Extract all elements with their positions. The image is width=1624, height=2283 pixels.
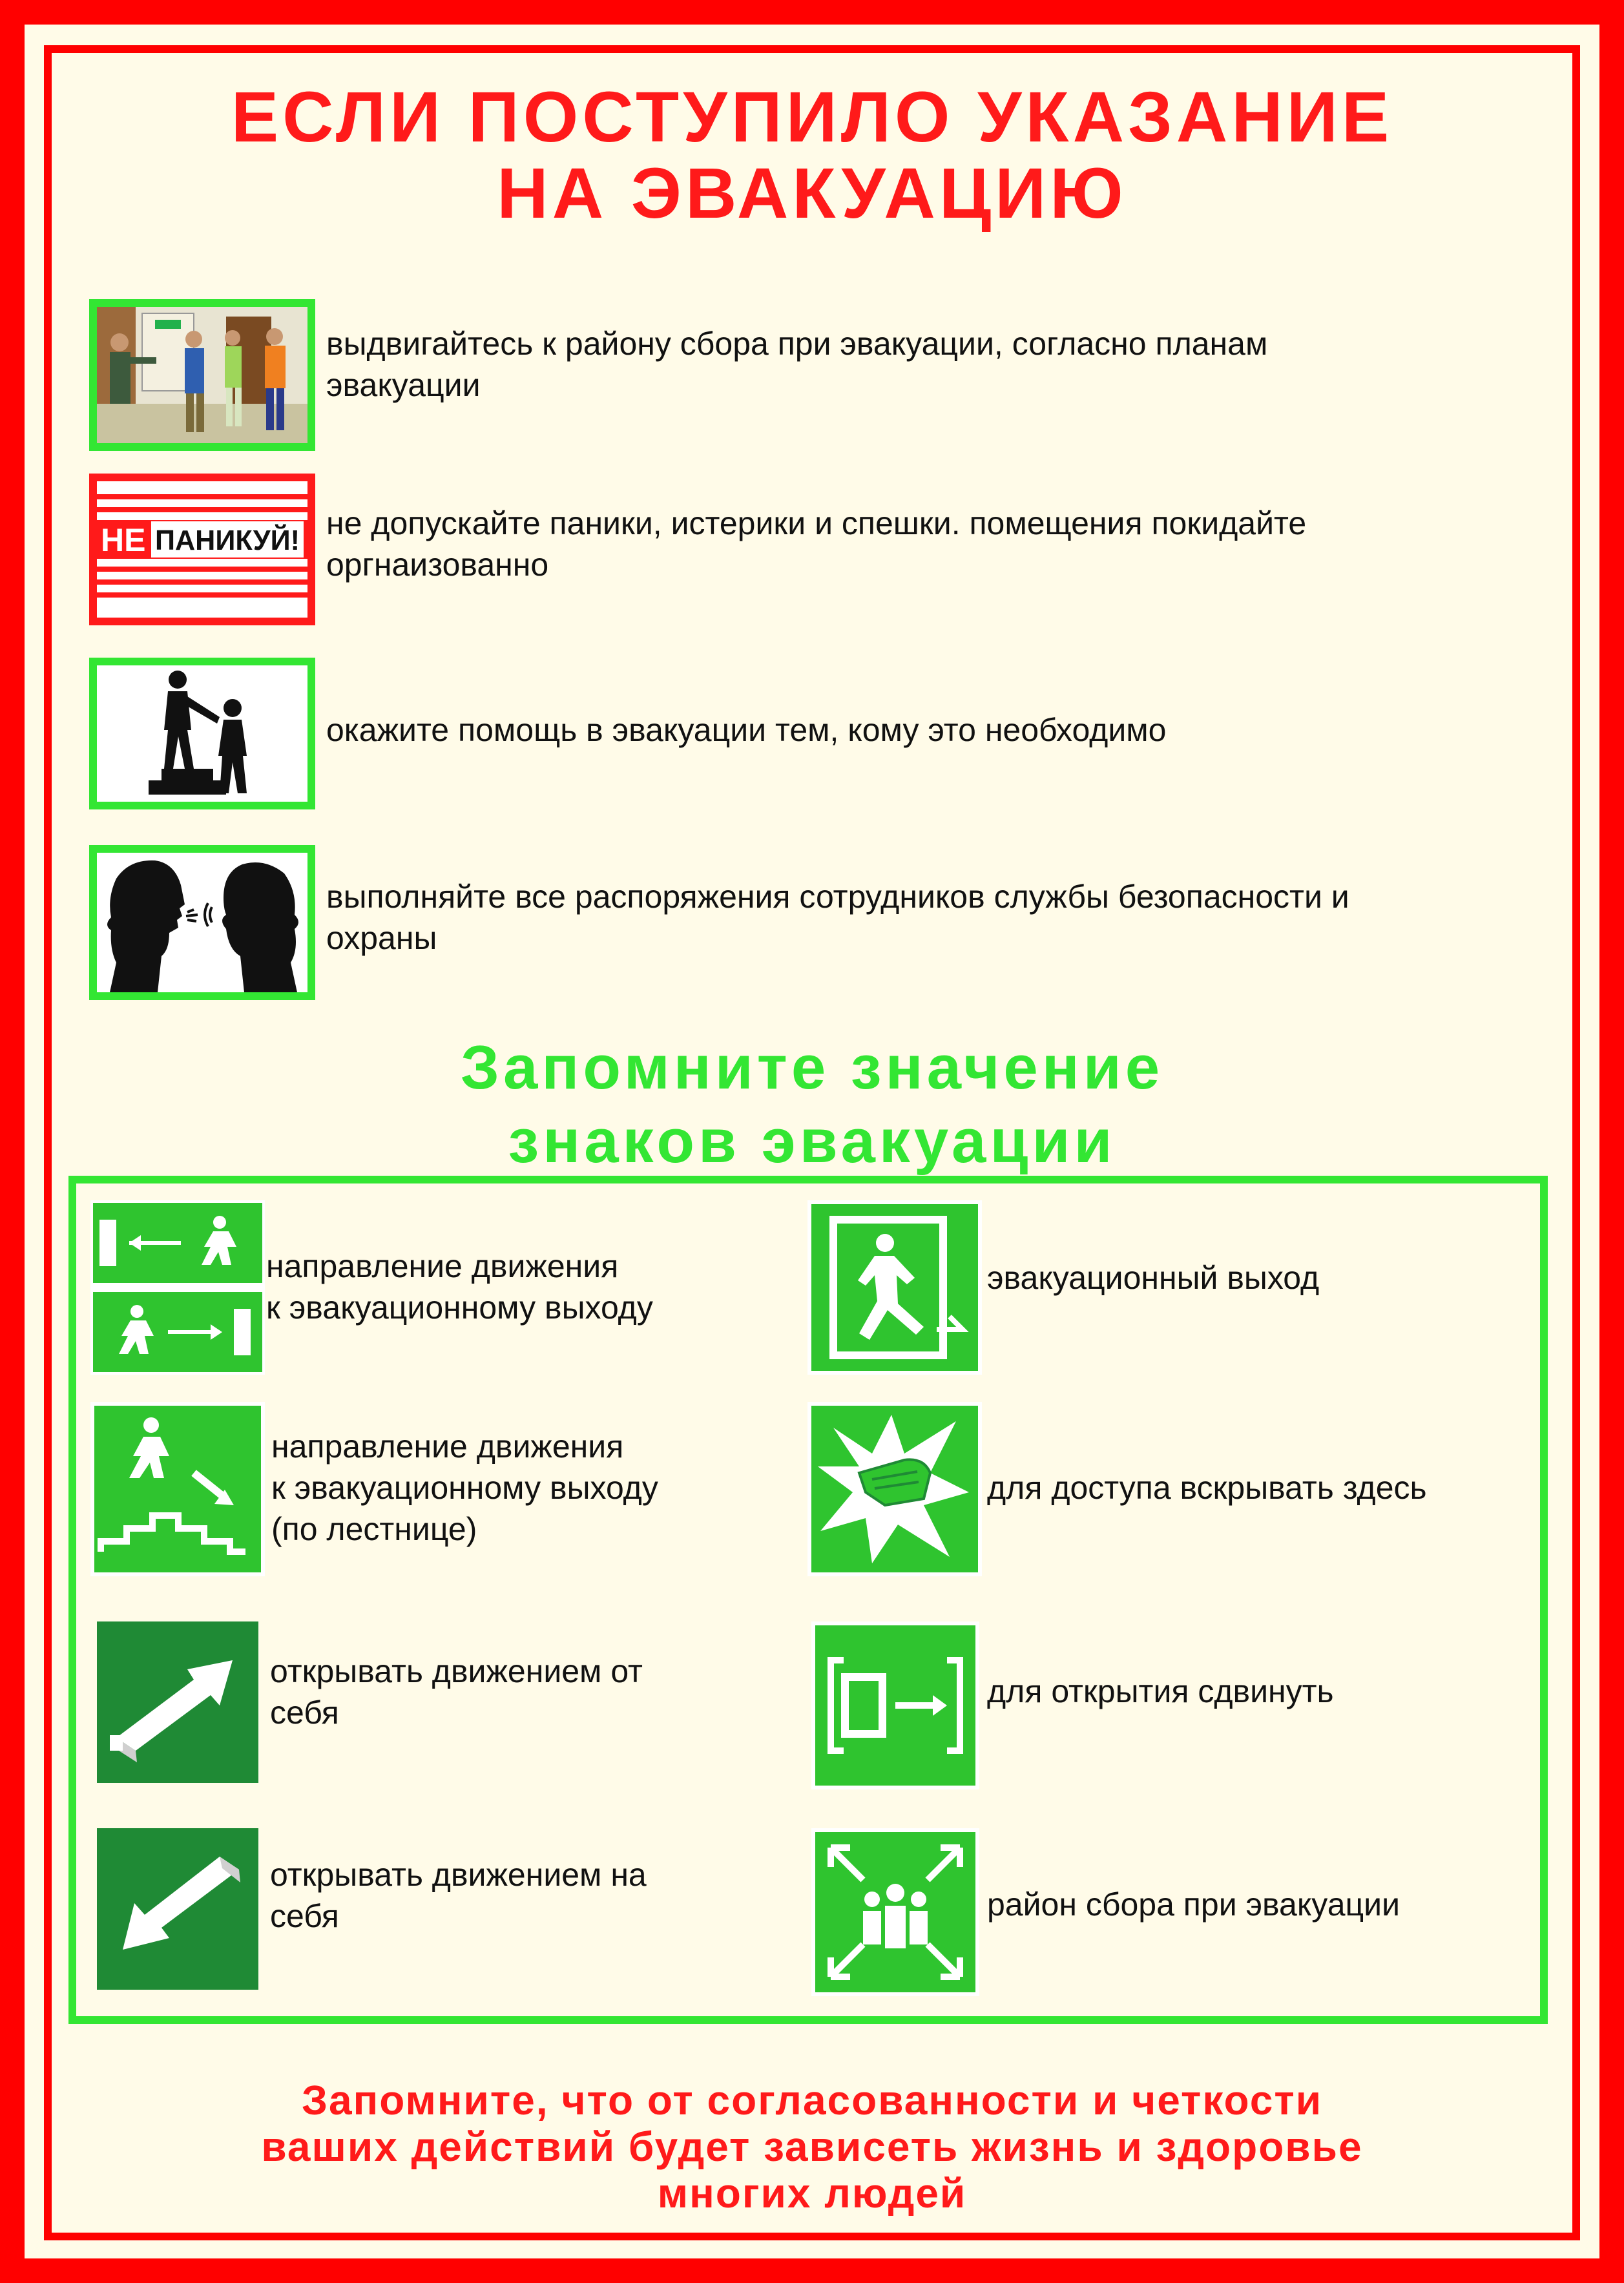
sign-4-line-1: открывать движением на <box>270 1857 647 1893</box>
footer-line-2: ваших действий будет зависеть жизнь и здоровье <box>261 2123 1363 2170</box>
pull-to-open-icon <box>97 1828 258 1990</box>
sign-2-line-1: направление движения <box>271 1428 624 1465</box>
emergency-exit-icon <box>807 1200 982 1375</box>
sign-8-line-1: район сбора при эвакуации <box>987 1886 1400 1923</box>
no-panic-red-text: НЕ <box>101 522 146 558</box>
signs-heading-line-1: Запомните значение <box>460 1033 1164 1102</box>
break-to-access-icon <box>807 1402 982 1576</box>
evacuating-people-photo-icon <box>89 299 315 451</box>
assembly-point-icon <box>811 1828 979 1996</box>
exit-stairs-direction-icon <box>90 1402 265 1576</box>
footer-line-3: многих людей <box>657 2170 967 2216</box>
instruction-2-line-2: оргнаизованно <box>326 547 549 583</box>
instruction-3-line-1: окажите помощь в эвакуации тем, кому это необходимо <box>326 712 1167 748</box>
sign-4-line-2: себя <box>270 1898 339 1934</box>
instruction-4-line-1: выполняйте все распоряжения сотрудников службы безопасности и <box>326 879 1349 915</box>
helping-person-icon <box>89 658 315 809</box>
sign-1-line-1: направление движения <box>266 1248 619 1284</box>
signs-heading-line-2: знаков эвакуации <box>508 1107 1116 1176</box>
instruction-1-line-2: эвакуации <box>326 367 481 403</box>
instruction-4-line-2: охраны <box>326 920 437 956</box>
instruction-2-line-1: не допускайте паники, истерики и спешки. помещения покидайте <box>326 505 1307 541</box>
exit-direction-arrows-icon <box>90 1200 265 1375</box>
sign-2-line-2: к эвакуационному выходу <box>271 1470 658 1506</box>
no-panic-black-text: ПАНИКУЙ! <box>155 525 303 556</box>
sign-2-line-3: (по лестнице) <box>271 1511 477 1547</box>
push-to-open-icon <box>97 1621 258 1783</box>
sign-3-line-1: открывать движением от <box>270 1653 643 1689</box>
sign-5-line-1: эвакуационный выход <box>987 1260 1320 1296</box>
footer-line-1: Запомните, что от согласованности и четкости <box>301 2077 1323 2123</box>
sign-6-line-1: для доступа вскрывать здесь <box>987 1470 1427 1506</box>
sign-3-line-2: себя <box>270 1694 339 1731</box>
instruction-1-line-1: выдвигайтесь к району сбора при эвакуации, согласно планам <box>326 326 1268 362</box>
speaking-listening-heads-icon <box>89 845 315 1000</box>
poster-title-line-1: ЕСЛИ ПОСТУПИЛО УКАЗАНИЕ <box>231 78 1393 157</box>
sign-1-line-2: к эвакуационному выходу <box>266 1289 653 1326</box>
poster-title-line-2: НА ЭВАКУАЦИЮ <box>497 154 1127 233</box>
slide-to-open-icon <box>811 1621 979 1789</box>
sign-7-line-1: для открытия сдвинуть <box>987 1673 1334 1709</box>
no-panic-sign-icon <box>89 474 315 625</box>
